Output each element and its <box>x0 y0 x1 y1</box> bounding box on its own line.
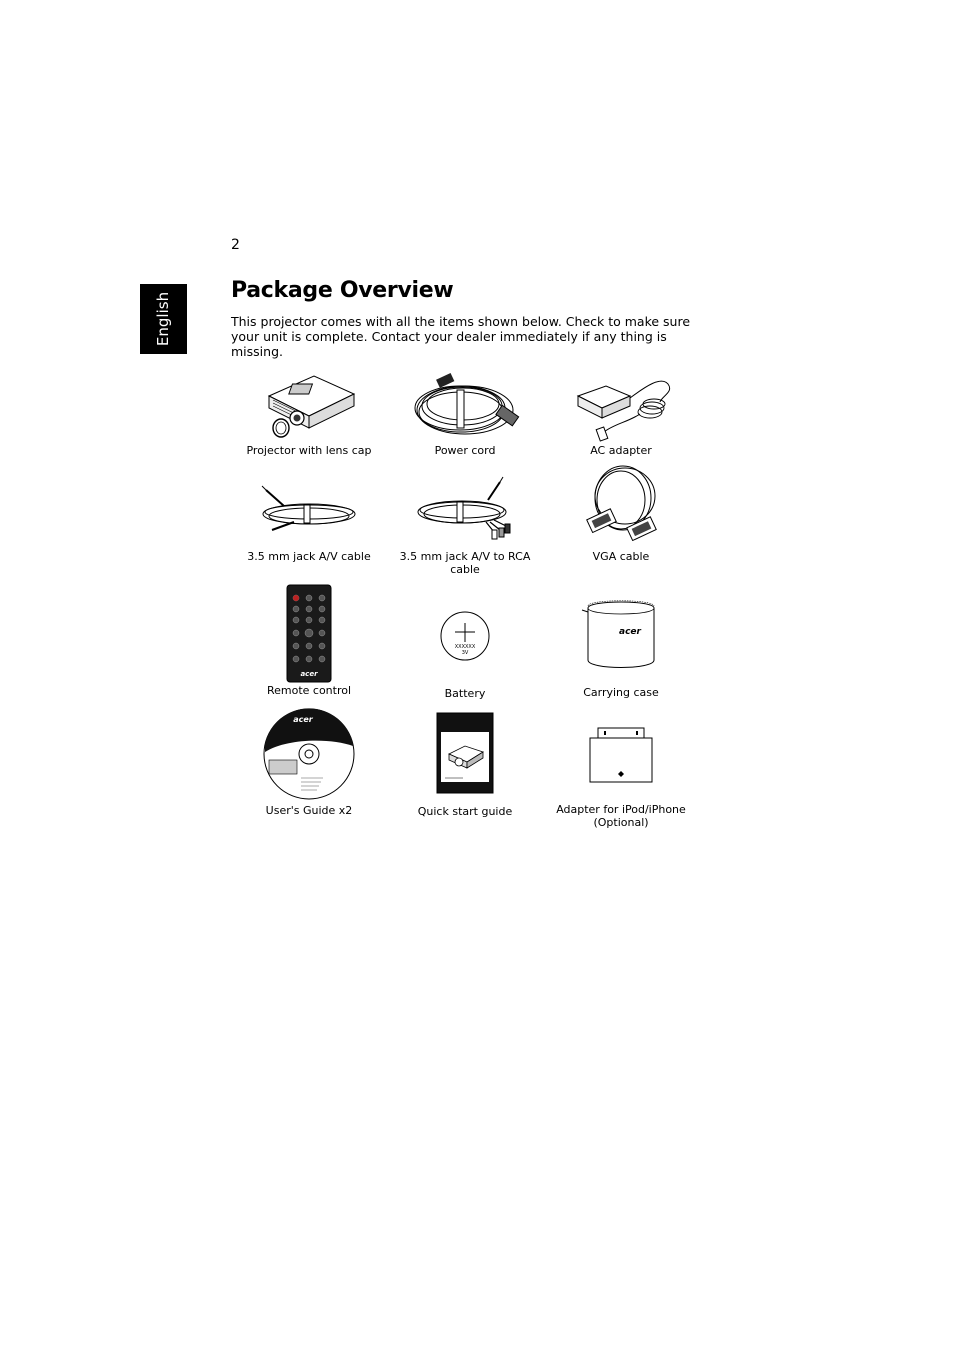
item-projector <box>229 366 389 457</box>
av-cable-icon <box>254 472 364 550</box>
item-label: 3.5 mm jack A/V to RCA cable <box>399 550 531 576</box>
item-label: Quick start guide <box>417 805 513 818</box>
item-remote <box>229 584 389 697</box>
language-tab-label: English <box>154 291 173 347</box>
item-label: Adapter for iPod/iPhone (Optional) <box>556 803 686 829</box>
ipod-adapter-icon <box>586 724 656 786</box>
item-users-guide <box>229 708 389 817</box>
svg-text:acer: acer <box>300 670 318 678</box>
power-cord-icon <box>405 366 525 444</box>
item-av-cable <box>229 472 389 563</box>
item-label: Power cord <box>434 444 496 457</box>
ac-adapter-icon <box>566 366 676 444</box>
quick-guide-icon <box>435 712 495 794</box>
rca-cable-icon <box>410 472 520 550</box>
item-label: User's Guide x2 <box>265 804 353 817</box>
item-ipod-adapter <box>541 724 701 829</box>
cd-icon <box>261 708 357 800</box>
item-label: Projector with lens cap <box>246 444 372 457</box>
projector-icon <box>259 366 359 444</box>
item-label: VGA cable <box>592 550 650 563</box>
item-battery <box>385 606 545 700</box>
item-label: Remote control <box>266 684 352 697</box>
carrying-case-icon <box>576 596 666 672</box>
battery-icon <box>435 606 495 666</box>
item-label: Battery <box>444 687 486 700</box>
item-label: 3.5 mm jack A/V cable <box>247 550 371 563</box>
page-title: Package Overview <box>231 278 454 303</box>
item-ac-adapter <box>541 366 701 457</box>
item-carrying-case <box>541 596 701 699</box>
item-label: Carrying case <box>583 686 659 699</box>
vga-cable-icon <box>571 462 671 550</box>
intro-paragraph: This projector comes with all the items shown below. Check to make sure your unit is complete. Contact your dealer immediately if any thing is missing. <box>231 314 691 359</box>
item-label: AC adapter <box>590 444 652 457</box>
item-vga-cable <box>541 462 701 563</box>
battery-voltage: 3V <box>461 650 469 656</box>
page-number: 2 <box>231 237 240 253</box>
cd-logo: acer <box>293 715 313 724</box>
remote-control-icon <box>284 584 334 684</box>
case-logo: acer <box>619 627 641 637</box>
item-rca-cable <box>385 472 545 576</box>
battery-code: XXXXXX <box>454 644 476 650</box>
item-power-cord <box>385 366 545 457</box>
item-quick-guide <box>385 712 545 818</box>
language-tab <box>140 284 187 354</box>
